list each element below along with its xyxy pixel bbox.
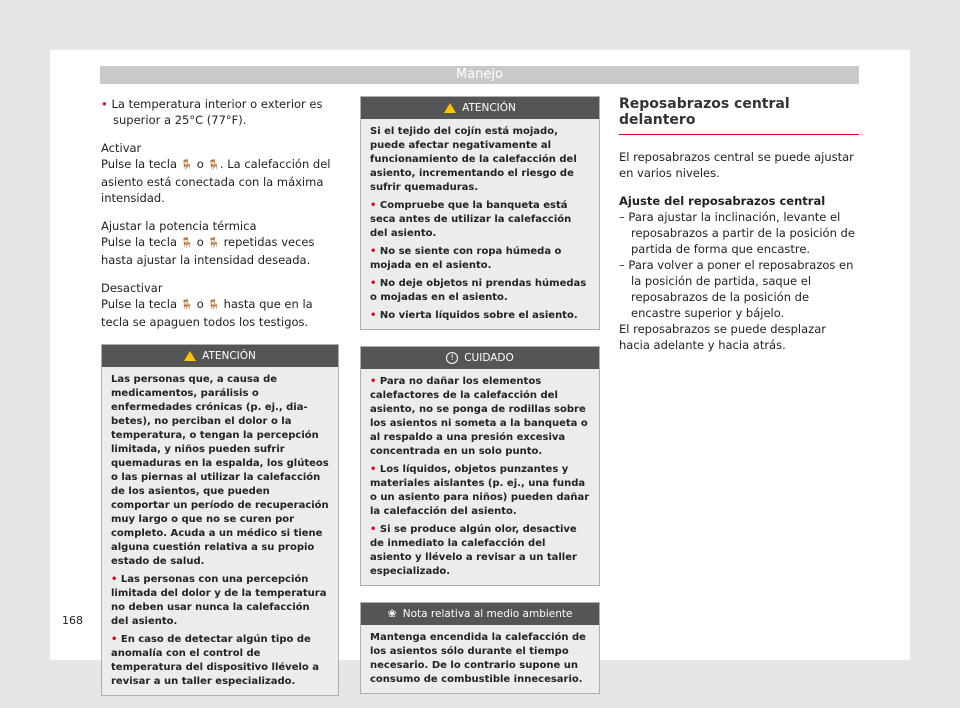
caution-item: • Los líquidos, objetos punzantes y materiales aislantes (p. ej., una funda o un asiento para niños) pueden dañar la calefacción del asiento. — [370, 464, 590, 517]
seat-cushion-icon: 🪑 — [207, 238, 220, 249]
warning-bar: ATENCIÓN — [361, 97, 599, 119]
section-header: Manejo — [100, 66, 859, 84]
column-middle — [360, 96, 600, 694]
info-circle-icon: ! — [446, 352, 458, 364]
warning-item: • No deje objetos ni prendas húmedas o mojadas en el asiento. — [370, 278, 587, 303]
warning-triangle-icon — [184, 351, 196, 361]
dash-item: – Para ajustar la inclinación, levante el reposabrazos a partir de la posición de partida de forma que encastre. — [619, 210, 855, 256]
ajustar-text: Pulse la tecla 🪑 o 🪑 repetidas veces hasta ajustar la intensidad deseada. — [101, 235, 315, 267]
bullet-paragraph: • La temperatura interior o exterior es superior a 25°C (77°F). — [101, 97, 323, 127]
caution-bar: ! CUIDADO — [361, 347, 599, 369]
seat-back-icon: 🪑 — [180, 160, 194, 171]
environment-bar: ❀ Nota relativa al medio ambiente — [361, 603, 599, 625]
warning-item: • No vierta líquidos sobre el asiento. — [370, 310, 578, 321]
warning-box-middle — [360, 96, 600, 330]
section-title: Reposabrazos central delantero — [619, 96, 859, 135]
environment-text: Mantenga encendida la calefacción de los asientos sólo durante el tiempo necesario. De lo contrario supone un consumo de combustible innecesario. — [370, 632, 586, 685]
activar-text: Pulse la tecla 🪑 o 🪑. La calefacción del asiento está conectada con la máxima intensidad. — [101, 157, 331, 205]
caution-item: • Para no dañar los elementos calefactores de la calefacción del asiento, no se ponga de rodillas sobre los asientos ni someta a la banqueta o al respaldo a una presión excesiva concentrada en un solo punto. — [370, 376, 588, 457]
warning-item: • En caso de detectar algún tipo de anomalía con el control de temperatura del dispositivo llévelo a revisar a un taller especializado. — [111, 634, 320, 687]
warning-intro: Las personas que, a causa de medicamentos, parálisis o enfermedades crónicas (p. ej., diabetes), no perciban el dolor o la temperatura, o tengan la percepción limitada, y niños pueden sufrir quemaduras en la espalda, los glúteos o las piernas al utilizar la calefacción de los asientos, que pueden comportar un período de recuperación muy largo o que no se curen por completo. Acuda a un médico si tiene alguna cuestión relativa a su propio estado de salud. — [111, 374, 329, 567]
caution-box — [360, 346, 600, 586]
warning-box-left — [101, 344, 339, 696]
environment-box — [360, 602, 600, 694]
seat-back-icon: 🪑 — [180, 300, 194, 311]
column-right — [619, 96, 859, 353]
bullet-icon: • — [101, 97, 112, 111]
dash-item: – Para volver a poner el reposabrazos en la posición de partida, saque el reposabrazos de la posición de encastre superior y bájelo. — [619, 258, 854, 320]
caution-item: • Si se produce algún olor, desactive de inmediato la calefacción del asiento y llévelo a revisar a un taller especializado. — [370, 524, 577, 577]
sub-heading: Ajuste del reposabrazos central — [619, 194, 826, 208]
environment-icon: ❀ — [387, 607, 397, 620]
desactivar-text: Pulse la tecla 🪑 o 🪑 hasta que en la tecla se apaguen todos los testigos. — [101, 297, 313, 329]
warning-item: • Las personas con una percepción limitada del dolor y de la temperatura no deben usar nunca la calefacción del asiento. — [111, 574, 327, 627]
seat-back-icon: 🪑 — [180, 238, 194, 249]
warning-bar: ATENCIÓN — [102, 345, 338, 367]
warning-item: • No se siente con ropa húmeda o mojada en el asiento. — [370, 246, 562, 271]
seat-cushion-icon: 🪑 — [207, 300, 220, 311]
outro-text: El reposabrazos se puede desplazar hacia adelante y hacia atrás. — [619, 322, 826, 352]
warning-item: • Compruebe que la banqueta está seca antes de utilizar la calefacción del asiento. — [370, 200, 572, 239]
ajustar-heading: Ajustar la potencia térmica — [101, 219, 257, 233]
warning-intro: Si el tejido del cojín está mojado, puede afectar negativamente al funcionamiento de la calefacción del asiento, incrementando el riesgo de sufrir quemaduras. — [370, 126, 577, 193]
column-left — [101, 96, 339, 696]
activar-heading: Activar — [101, 141, 142, 155]
desactivar-heading: Desactivar — [101, 281, 163, 295]
page-number: 168 — [62, 614, 83, 627]
intro-text: El reposabrazos central se puede ajustar en varios niveles. — [619, 150, 854, 180]
seat-cushion-icon: 🪑 — [207, 160, 220, 171]
warning-triangle-icon — [444, 103, 456, 113]
